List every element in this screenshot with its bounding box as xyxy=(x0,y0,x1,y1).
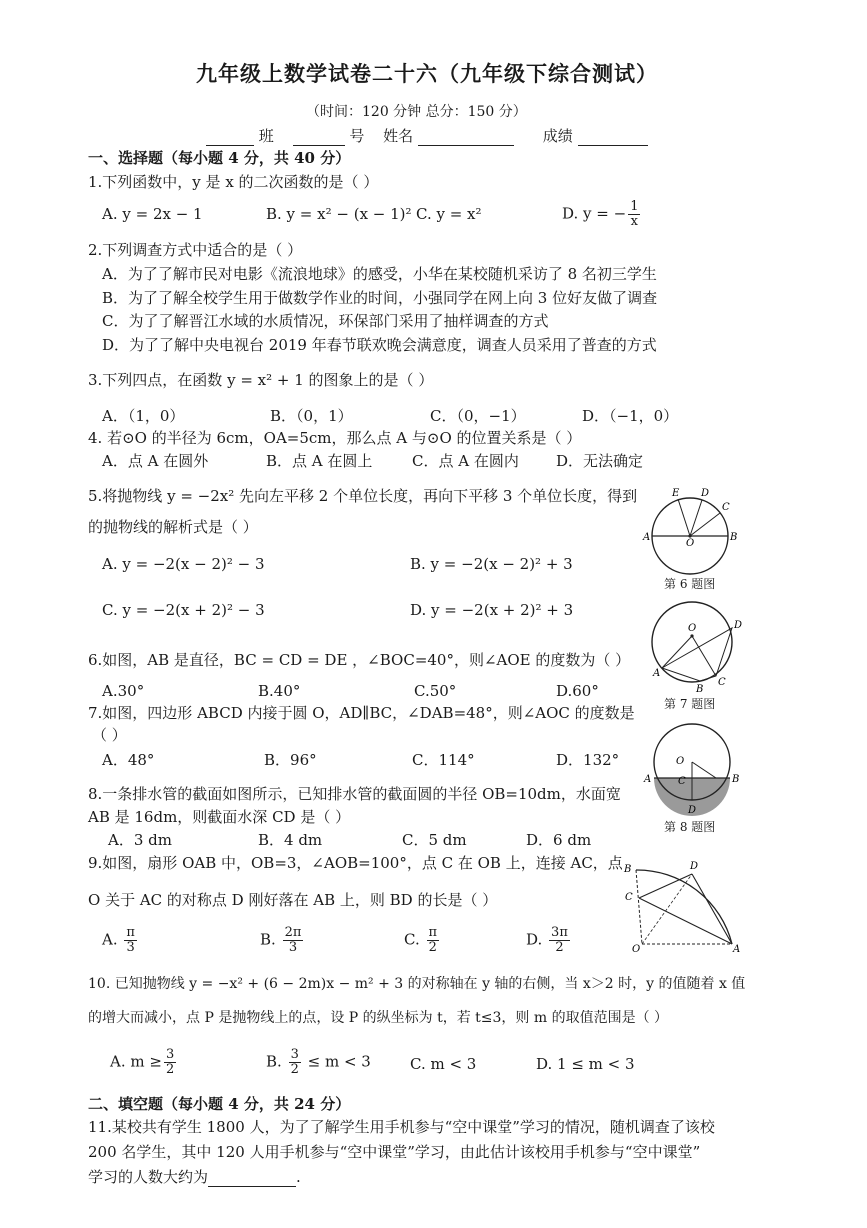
q8-option-c[interactable]: C．5 dm xyxy=(402,831,467,849)
q11-line1: 11.某校共有学生 1800 人，为了了解学生用手机参与“空中课堂”学习的情况，随机调查了该校 xyxy=(88,1118,715,1136)
q9-stem-line1: 9.如图，扇形 OAB 中，OB=3，∠AOB=100°，点 C 在 OB 上，连接 AC，点 xyxy=(88,854,623,872)
q7-option-c[interactable]: C．114° xyxy=(412,751,475,769)
q9-stem-line2: O 关于 AC 的对称点 D 刚好落在 AB 上，则 BD 的长是（ ） xyxy=(88,891,498,909)
q4-stem: 4. 若⊙O 的半径为 6cm，OA=5cm，那么点 A 与⊙O 的位置关系是（ ） xyxy=(88,429,582,447)
q10-stem-line2: 的增大而减小，点 P 是抛物线上的点，设 P 的纵坐标为 t，若 t≤3，则 m 的取值范围是（ ） xyxy=(88,1010,669,1026)
q3-option-c[interactable]: C．（0，−1） xyxy=(430,407,526,425)
q2-option-c[interactable]: C．为了了解晋江水域的水质情况，环保部门采用了抽样调查的方式 xyxy=(102,312,549,330)
q8-stem-line2: AB 是 16dm，则截面水深 CD 是（ ） xyxy=(88,808,351,826)
fig9-label-d: D xyxy=(690,861,699,872)
q9-d-label: D. xyxy=(526,930,543,949)
q3-option-d[interactable]: D．（−1，0） xyxy=(582,407,679,425)
q5-option-d[interactable]: D. y = −2(x + 2)² + 3 xyxy=(410,601,574,619)
q7-stem-line1: 7.如图，四边形 ABCD 内接于圆 O，AD∥BC，∠DAB=48°，则∠AOC 的度数是 xyxy=(88,704,635,722)
q1-d-prefix: D. y = − xyxy=(562,204,627,223)
fig9-label-a: A xyxy=(733,944,741,955)
fig9-label-b: B xyxy=(624,864,632,875)
q10-b-label: B. xyxy=(266,1052,282,1071)
q10-b-expr: ≤ m < 3 xyxy=(307,1052,371,1071)
figure-8-caption: 第 8 题图 xyxy=(664,820,716,834)
number-label: 号 xyxy=(349,127,365,145)
fig7-label-a: A xyxy=(653,668,661,679)
figure-9 xyxy=(620,856,745,956)
q7-stem-line2: （ ） xyxy=(92,726,127,744)
fig6-label-a: A xyxy=(643,532,651,543)
fig7-label-c: C xyxy=(718,677,726,688)
fig7-label-b: B xyxy=(696,684,704,695)
q2-option-a[interactable]: A．为了了解市民对电影《流浪地球》的感受，小华在某校随机采访了 8 名初三学生 xyxy=(102,265,657,283)
q8-option-d[interactable]: D．6 dm xyxy=(526,831,592,849)
q5-option-b[interactable]: B. y = −2(x − 2)² + 3 xyxy=(410,555,573,573)
number-blank[interactable] xyxy=(293,129,345,146)
figure-7-caption: 第 7 题图 xyxy=(664,697,716,711)
q2-stem: 2.下列调查方式中适合的是（ ） xyxy=(88,241,303,259)
q3-option-a[interactable]: A．（1，0） xyxy=(102,407,185,425)
fig8-label-c: C xyxy=(678,776,686,787)
fig8-label-d: D xyxy=(688,805,697,816)
q9-b-fraction: $\frac{2\pi}{3}$ xyxy=(284,925,302,955)
figure-7 xyxy=(640,596,750,694)
q9-option-b[interactable] xyxy=(260,926,305,955)
figure-6 xyxy=(640,486,750,576)
q9-a-label: A. xyxy=(102,930,118,949)
q8-option-b[interactable]: B．4 dm xyxy=(258,831,323,849)
q3-option-b[interactable]: B．（0，1） xyxy=(270,407,353,425)
q5-stem-line2: 的抛物线的解析式是（ ） xyxy=(88,518,258,536)
q6-option-a[interactable]: A.30° xyxy=(102,682,145,700)
score-blank[interactable] xyxy=(578,129,648,146)
name-label: 姓名 xyxy=(383,127,414,145)
q7-option-d[interactable]: D．132° xyxy=(556,751,620,769)
q9-option-d[interactable] xyxy=(526,926,572,955)
fig9-label-c: C xyxy=(625,892,633,903)
q3-stem: 3.下列四点，在函数 y = x² + 1 的图象上的是（ ） xyxy=(88,371,434,389)
q4-option-c[interactable]: C．点 A 在圆内 xyxy=(412,452,519,470)
q6-option-d[interactable]: D.60° xyxy=(556,682,599,700)
q9-option-a[interactable] xyxy=(102,926,139,955)
exam-meta: （时间：120 分钟 总分：150 分） xyxy=(306,104,527,120)
q2-option-b[interactable]: B．为了了解全校学生用于做数学作业的时间，小强同学在网上向 3 位好友做了调查 xyxy=(102,289,658,307)
fig9-label-o: O xyxy=(632,944,641,955)
figure-6-caption: 第 6 题图 xyxy=(664,577,716,591)
q9-option-c[interactable] xyxy=(404,926,441,955)
q1-option-d[interactable] xyxy=(562,200,642,229)
q9-c-fraction: $\frac{\pi}{2}$ xyxy=(428,925,438,955)
q11-line3-text: 学习的人数大约为 xyxy=(88,1168,209,1186)
q4-option-d[interactable]: D．无法确定 xyxy=(556,452,644,470)
fig6-label-d: D xyxy=(701,488,710,499)
q1-option-a[interactable]: A. y = 2x − 1 xyxy=(102,205,203,223)
q10-option-d[interactable]: D. 1 ≤ m < 3 xyxy=(536,1055,635,1073)
q6-option-c[interactable]: C.50° xyxy=(414,682,457,700)
fig8-label-b: B xyxy=(732,774,740,785)
q10-stem-line1: 10. 已知抛物线 y = −x² + (6 − 2m)x − m² + 3 的对称轴在 y 轴的右侧，当 x＞2 时，y 的值随着 x 值 xyxy=(88,976,746,992)
name-blank[interactable] xyxy=(418,129,514,146)
q10-option-b[interactable] xyxy=(266,1048,371,1077)
q6-stem: 6.如图，AB 是直径，BC = CD = DE ，∠BOC=40°，则∠AOE 的度数为（ ） xyxy=(88,651,631,669)
q11-answer-blank[interactable] xyxy=(208,1170,296,1187)
q9-c-label: C. xyxy=(404,930,420,949)
q7-option-b[interactable]: B．96° xyxy=(264,751,317,769)
q10-a-fraction: $\frac{3}{2}$ xyxy=(165,1047,175,1077)
q1-option-b[interactable]: B. y = x² − (x − 1)² xyxy=(266,205,412,223)
fig6-label-c: C xyxy=(722,502,730,513)
fig7-label-d: D xyxy=(734,620,743,631)
q9-a-fraction: $\frac{\pi}{3}$ xyxy=(126,925,135,955)
q1-d-fraction: $\frac{1}{x}$ xyxy=(630,199,639,229)
q4-option-a[interactable]: A．点 A 在圆外 xyxy=(102,452,209,470)
fig8-label-a: A xyxy=(644,774,652,785)
q9-b-label: B. xyxy=(260,930,276,949)
q6-option-b[interactable]: B.40° xyxy=(258,682,301,700)
q1-option-c[interactable]: C. y = x² xyxy=(416,205,482,223)
fig6-label-b: B xyxy=(730,532,738,543)
q5-option-a[interactable]: A. y = −2(x − 2)² − 3 xyxy=(102,555,265,573)
fig7-label-o: O xyxy=(688,623,697,634)
fig8-label-o: O xyxy=(676,756,685,767)
q9-d-fraction: $\frac{3\pi}{2}$ xyxy=(551,925,568,955)
score-label: 成绩 xyxy=(542,127,573,145)
q8-option-a[interactable]: A．3 dm xyxy=(108,831,172,849)
fig6-label-o: O xyxy=(686,538,695,549)
q10-b-fraction: $\frac{3}{2}$ xyxy=(290,1047,299,1077)
q10-a-label: A. m ≥ xyxy=(110,1052,162,1071)
q11-line2: 200 名学生，其中 120 人用手机参与“空中课堂”学习，由此估计该校用手机参与“空中课堂” xyxy=(88,1143,701,1161)
q11-line3: 学习的人数大约为 . xyxy=(88,1168,301,1186)
class-label: 班 xyxy=(258,127,274,145)
q1-stem: 1.下列函数中，y 是 x 的二次函数的是（ ） xyxy=(88,173,379,191)
page-title: 九年级上数学试卷二十六（九年级下综合测试） xyxy=(196,61,658,86)
section-2-heading: 二、填空题（每小题 4 分，共 24 分） xyxy=(88,1095,351,1113)
q10-option-a[interactable] xyxy=(110,1048,178,1077)
q10-option-c[interactable]: C. m < 3 xyxy=(410,1055,477,1073)
q4-option-b[interactable]: B．点 A 在圆上 xyxy=(266,452,373,470)
q5-option-c[interactable]: C. y = −2(x + 2)² − 3 xyxy=(102,601,265,619)
q8-stem-line1: 8.一条排水管的截面如图所示，已知排水管的截面圆的半径 OB=10dm，水面宽 xyxy=(88,785,621,803)
q5-stem-line1: 5.将抛物线 y = −2x² 先向左平移 2 个单位长度，再向下平移 3 个单位长度，得到 xyxy=(88,487,638,505)
figure-8 xyxy=(640,722,750,817)
class-blank[interactable] xyxy=(206,129,254,146)
section-1-heading: 一、选择题（每小题 4 分，共 40 分） xyxy=(88,149,351,167)
student-info-row xyxy=(206,126,648,146)
q7-option-a[interactable]: A．48° xyxy=(102,751,155,769)
fig6-label-e: E xyxy=(672,488,680,499)
q2-option-d[interactable]: D．为了了解中央电视台 2019 年春节联欢晚会满意度，调查人员采用了普查的方式 xyxy=(102,336,657,354)
